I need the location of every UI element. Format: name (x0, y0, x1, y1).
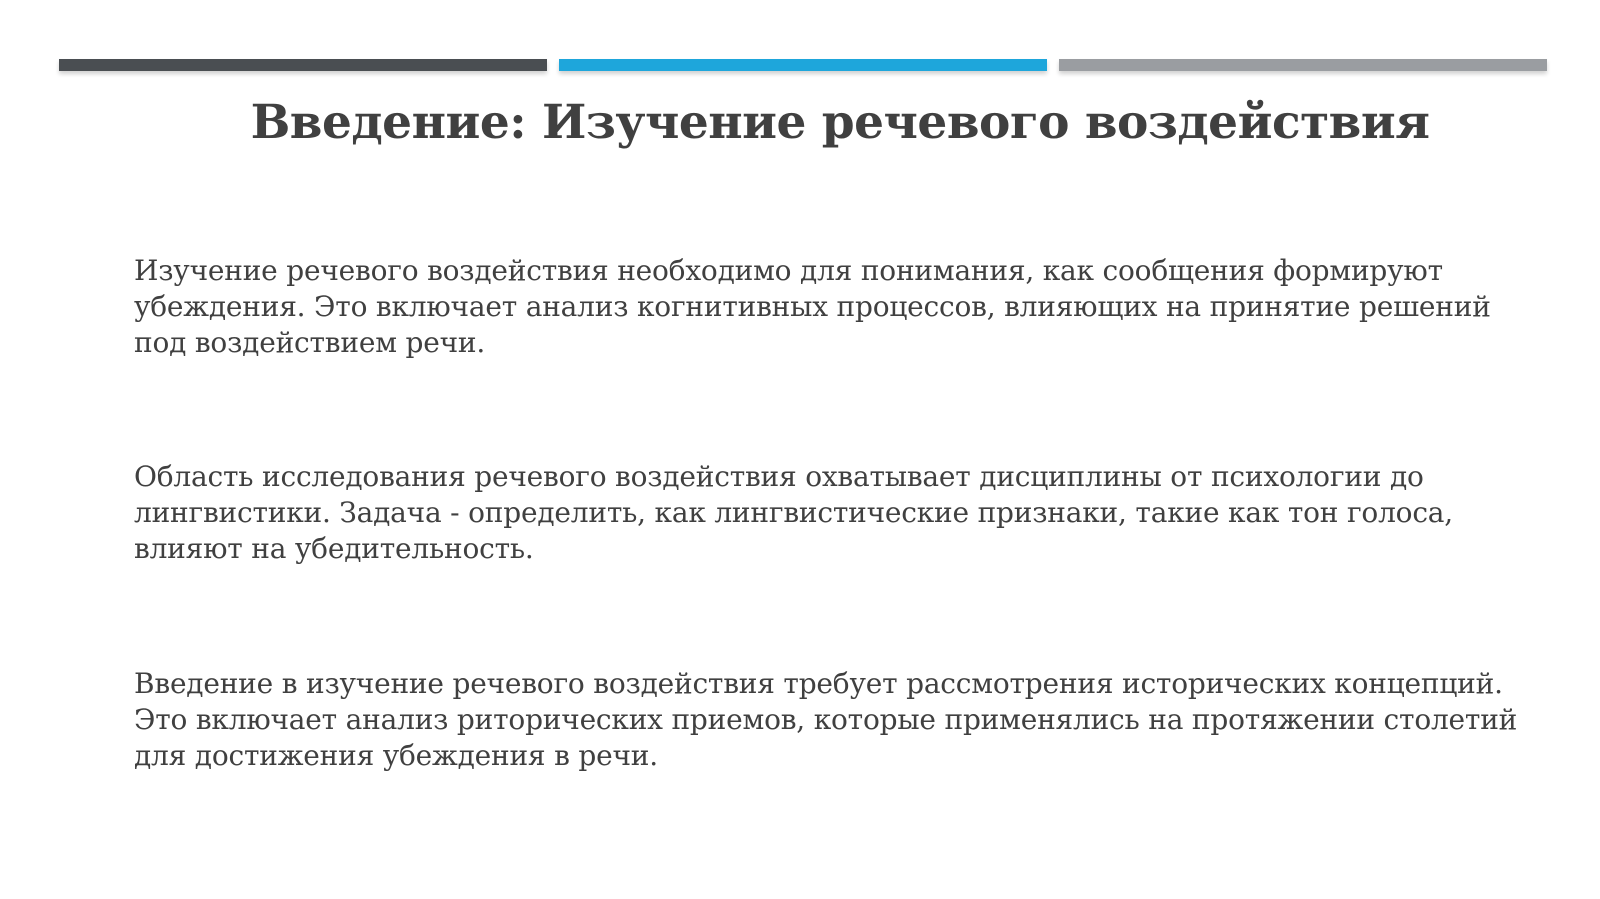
header-bar-blue (559, 59, 1047, 71)
paragraph-2: Область исследования речевого воздействия охватывает дисциплины от психологии до лингвистики. Задача - определить, как лингвистические признаки, такие как тон голоса, влияют на убедительность. (134, 460, 1453, 565)
slide-title: Введение: Изучение речевого воздействия (250, 95, 1430, 150)
header-bar-gray (1059, 59, 1547, 71)
header-bar-dark (59, 59, 547, 71)
paragraph-3: Введение в изучение речевого воздействия требует рассмотрения исторических концепций. Это включает анализ риторических приемов, которые применялись на протяжении столетий для достижения убеждения в речи. (134, 667, 1518, 772)
paragraph-1: Изучение речевого воздействия необходимо для понимания, как сообщения формируют убеждения. Это включает анализ когнитивных процессов, влияющих на принятие решений под воздействием речи. (134, 254, 1491, 359)
